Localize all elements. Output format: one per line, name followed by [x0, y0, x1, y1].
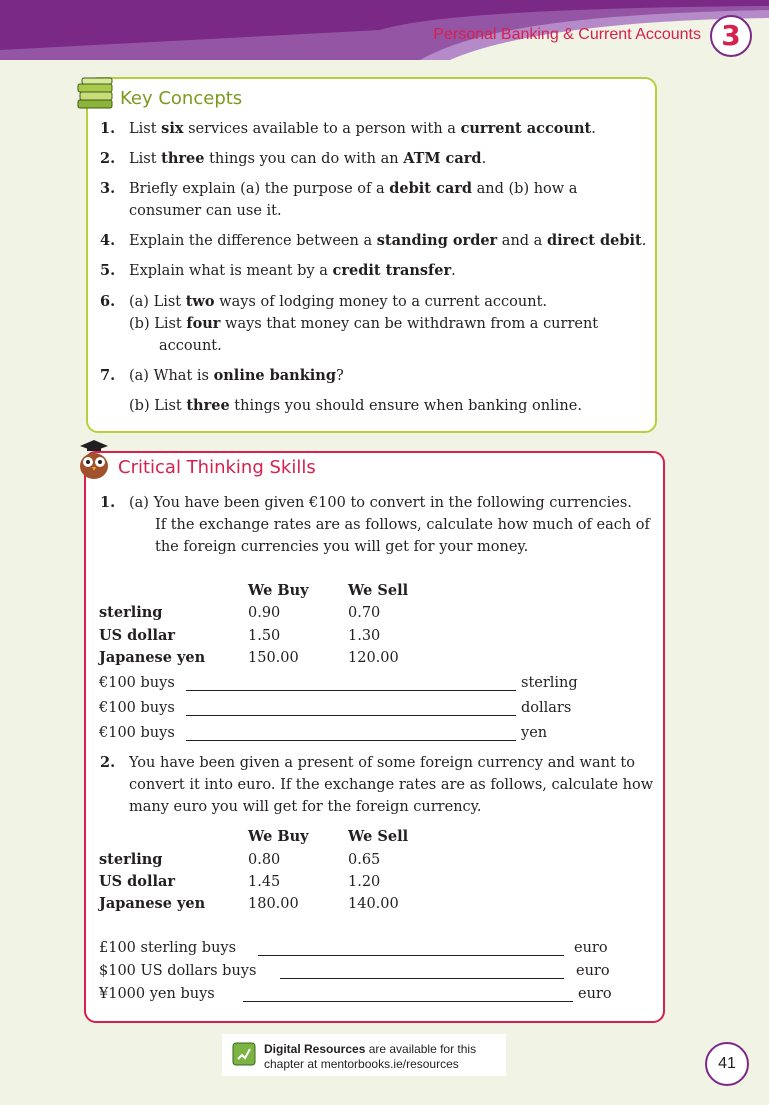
rate-currency: Japanese yen [99, 895, 206, 912]
page-number: 41 [705, 1042, 749, 1086]
answer-blank[interactable] [186, 740, 516, 741]
answer-label: £100 sterling buys [99, 940, 237, 956]
rate-currency: sterling [99, 851, 163, 868]
kc-item-number: 4. [100, 232, 116, 249]
rate-sell: 140.00 [348, 896, 399, 912]
rate-sell: 0.65 [348, 852, 381, 868]
ct-question-number: 2. [100, 754, 116, 771]
kc-item-number: 1. [100, 120, 116, 137]
answer-blank[interactable] [243, 1001, 573, 1002]
ct-question-number: 1. [100, 494, 116, 511]
ct-question-text: (a) You have been given €100 to convert in the following currencies. [129, 495, 632, 511]
kc-item-text: Explain the difference between a standing order and a direct debit. [129, 232, 647, 249]
kc-item-number: 6. [100, 293, 116, 310]
ct-question-text: You have been given a present of some foreign currency and want to [129, 755, 635, 771]
rate-buy: 1.45 [248, 874, 281, 890]
answer-unit: sterling [521, 675, 578, 691]
kc-item-number: 3. [100, 180, 116, 197]
rate-sell: 1.20 [348, 874, 381, 890]
answer-unit: dollars [521, 700, 572, 716]
kc-item-number: 2. [100, 150, 116, 167]
answer-unit: yen [521, 725, 548, 741]
rate-currency: sterling [99, 604, 163, 621]
digital-resources-text: Digital Resources are available for this chapter at mentorbooks.ie/resources [264, 1042, 477, 1071]
answer-blank[interactable] [280, 978, 564, 979]
rate-sell: 120.00 [348, 650, 399, 666]
chapter-title: Personal Banking & Current Accounts [433, 26, 701, 43]
kc-item-text: (a) List two ways of lodging money to a current account. [129, 293, 548, 310]
kc-item-number: 7. [100, 367, 116, 384]
kc-item-text: (a) What is online banking? [129, 367, 344, 384]
answer-unit: euro [576, 963, 610, 979]
kc-item-text: (b) List three things you should ensure when banking online. [129, 397, 582, 414]
answer-blank[interactable] [186, 715, 516, 716]
ct-question-text: convert it into euro. If the exchange rates are as follows, calculate how [129, 777, 654, 793]
rate-buy: 150.00 [248, 650, 299, 666]
answer-label: $100 US dollars buys [99, 963, 257, 979]
col-header-buy: We Buy [248, 582, 309, 599]
answer-label: €100 buys [99, 675, 175, 691]
rate-buy: 180.00 [248, 896, 299, 912]
kc-item-text: (b) List four ways that money can be withdrawn from a current [129, 315, 599, 332]
rate-buy: 0.80 [248, 852, 281, 868]
kc-item-text: Explain what is meant by a credit transfer. [129, 262, 456, 279]
rate-buy: 1.50 [248, 628, 281, 644]
answer-blank[interactable] [258, 955, 564, 956]
kc-item-text: account. [159, 338, 222, 354]
col-header-buy: We Buy [248, 828, 309, 845]
kc-item-text: Briefly explain (a) the purpose of a debit card and (b) how a [129, 180, 578, 197]
kc-item-text: List six services available to a person with a current account. [129, 120, 596, 137]
col-header-sell: We Sell [348, 828, 409, 845]
owl-icon [76, 438, 112, 480]
books-icon [76, 76, 116, 110]
key-concepts-title: Key Concepts [120, 88, 243, 109]
kc-item-text: consumer can use it. [129, 203, 282, 219]
ct-question-text: many euro you will get for the foreign currency. [129, 799, 482, 815]
answer-blank[interactable] [186, 690, 516, 691]
rate-currency: Japanese yen [99, 649, 206, 666]
digital-resources-icon [232, 1042, 256, 1066]
rate-currency: US dollar [99, 873, 176, 890]
ct-question-text: the foreign currencies you will get for your money. [155, 539, 529, 555]
rate-sell: 0.70 [348, 605, 381, 621]
answer-label: €100 buys [99, 725, 175, 741]
rate-buy: 0.90 [248, 605, 281, 621]
answer-unit: euro [578, 986, 612, 1002]
rate-currency: US dollar [99, 627, 176, 644]
answer-label: €100 buys [99, 700, 175, 716]
answer-unit: euro [574, 940, 608, 956]
chapter-number: 3 [710, 15, 752, 57]
kc-item-text: List three things you can do with an ATM card. [129, 150, 487, 167]
rate-sell: 1.30 [348, 628, 381, 644]
answer-label: ¥1000 yen buys [99, 986, 215, 1002]
kc-item-number: 5. [100, 262, 116, 279]
col-header-sell: We Sell [348, 582, 409, 599]
ct-question-text: If the exchange rates are as follows, calculate how much of each of [155, 517, 650, 533]
critical-thinking-title: Critical Thinking Skills [118, 457, 316, 478]
